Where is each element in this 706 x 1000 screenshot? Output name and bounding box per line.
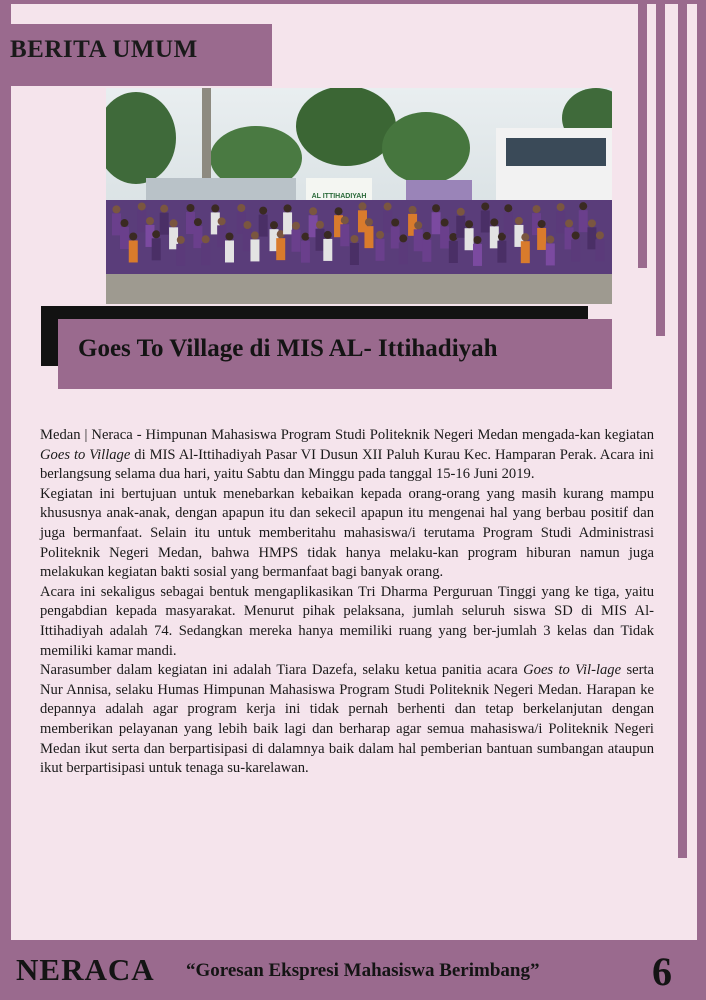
headline-box	[58, 319, 612, 389]
decorative-stripe	[656, 0, 665, 336]
page-number: 6	[652, 949, 672, 994]
headline: Goes To Village di MIS AL- Ittihadiyah	[78, 335, 498, 362]
event-name: Goes to Vil-lage	[523, 662, 622, 679]
article-paragraph: Narasumber dalam kegiatan ini adalah Tiara Dazefa, selaku ketua panitia acara Goes to Vil-lage serta Nur Annisa, selaku Humas Himpunan Mahasiswa Program Studi Politeknik Negeri Medan. Harapan ke depannya adalah agar program kerja ini tidak pernah berhenti dan tetap berkelanjutan dengan memberikan pelayanan yang lebih baik lagi dan berharap agar semua mahasiswa/i Politeknik Negeri Medan ikut serta dan berpartisipasi di dalamnya baik dalam hal pemberian bantuan sumbangan ataupun ikut berpartisipasi untuk tenaga su-karelawan.	[40, 662, 654, 777]
article-body	[40, 426, 654, 779]
banner-text: AL ITTIHADIYAH	[311, 193, 367, 200]
section-tag	[0, 24, 272, 86]
left-border	[0, 0, 11, 940]
decorative-stripe	[678, 0, 687, 858]
top-border	[0, 0, 706, 4]
decorative-stripe	[697, 0, 706, 940]
group-photo	[106, 88, 612, 304]
article-paragraph: Medan | Neraca - Himpunan Mahasiswa Program Studi Politeknik Negeri Medan mengada-kan kegiatan Goes to Village di MIS Al-Ittihadiyah Pasar VI Dusun XII Paluh Kurau Kec. Hamparan Perak. Acara ini berlangsung selama dua hari, yaitu Sabtu dan Minggu pada tanggal 15-16 Juni 2019.	[40, 427, 654, 483]
footer-bar	[0, 940, 706, 1000]
article-paragraph: Kegiatan ini bertujuan untuk menebarkan kebaikan kepada orang-orang yang masih kurang mampu khususnya anak-anak, dengan apapun itu dan sekecil apapun itu mengenai hal yang berbau positif dan juga bermanfaat. Selain itu untuk memberitahu mahasiswa/i terutama Program Studi Administrasi Politeknik Negeri Medan, bahwa HMPS tidak hanya melaku-kan program hiburan namun juga melakukan kegiatan bakti sosial yang bermanfaat bagi banyak orang.	[40, 485, 654, 581]
event-name: Goes to Village	[40, 446, 131, 463]
section-label: BERITA UMUM	[10, 36, 198, 63]
decorative-stripe	[638, 0, 647, 268]
magazine-brand: NERACA	[16, 952, 155, 987]
article-paragraph: Acara ini sekaligus sebagai bentuk mengaplikasikan Tri Dharma Perguruan Tinggi yang ke tiga, yaitu pengabdian kepada masyarakat. Menurut pihak pelaksana, jumlah seluruh siswa SD di MIS Al-Ittihadiyah adalah 74. Sedangkan mereka hanya memiliki ruang yang ber-jumlah 3 kelas dan Tidak memiliki kamar mandi.	[40, 583, 654, 659]
magazine-tagline: “Goresan Ekspresi Mahasiswa Berimbang”	[186, 960, 540, 981]
